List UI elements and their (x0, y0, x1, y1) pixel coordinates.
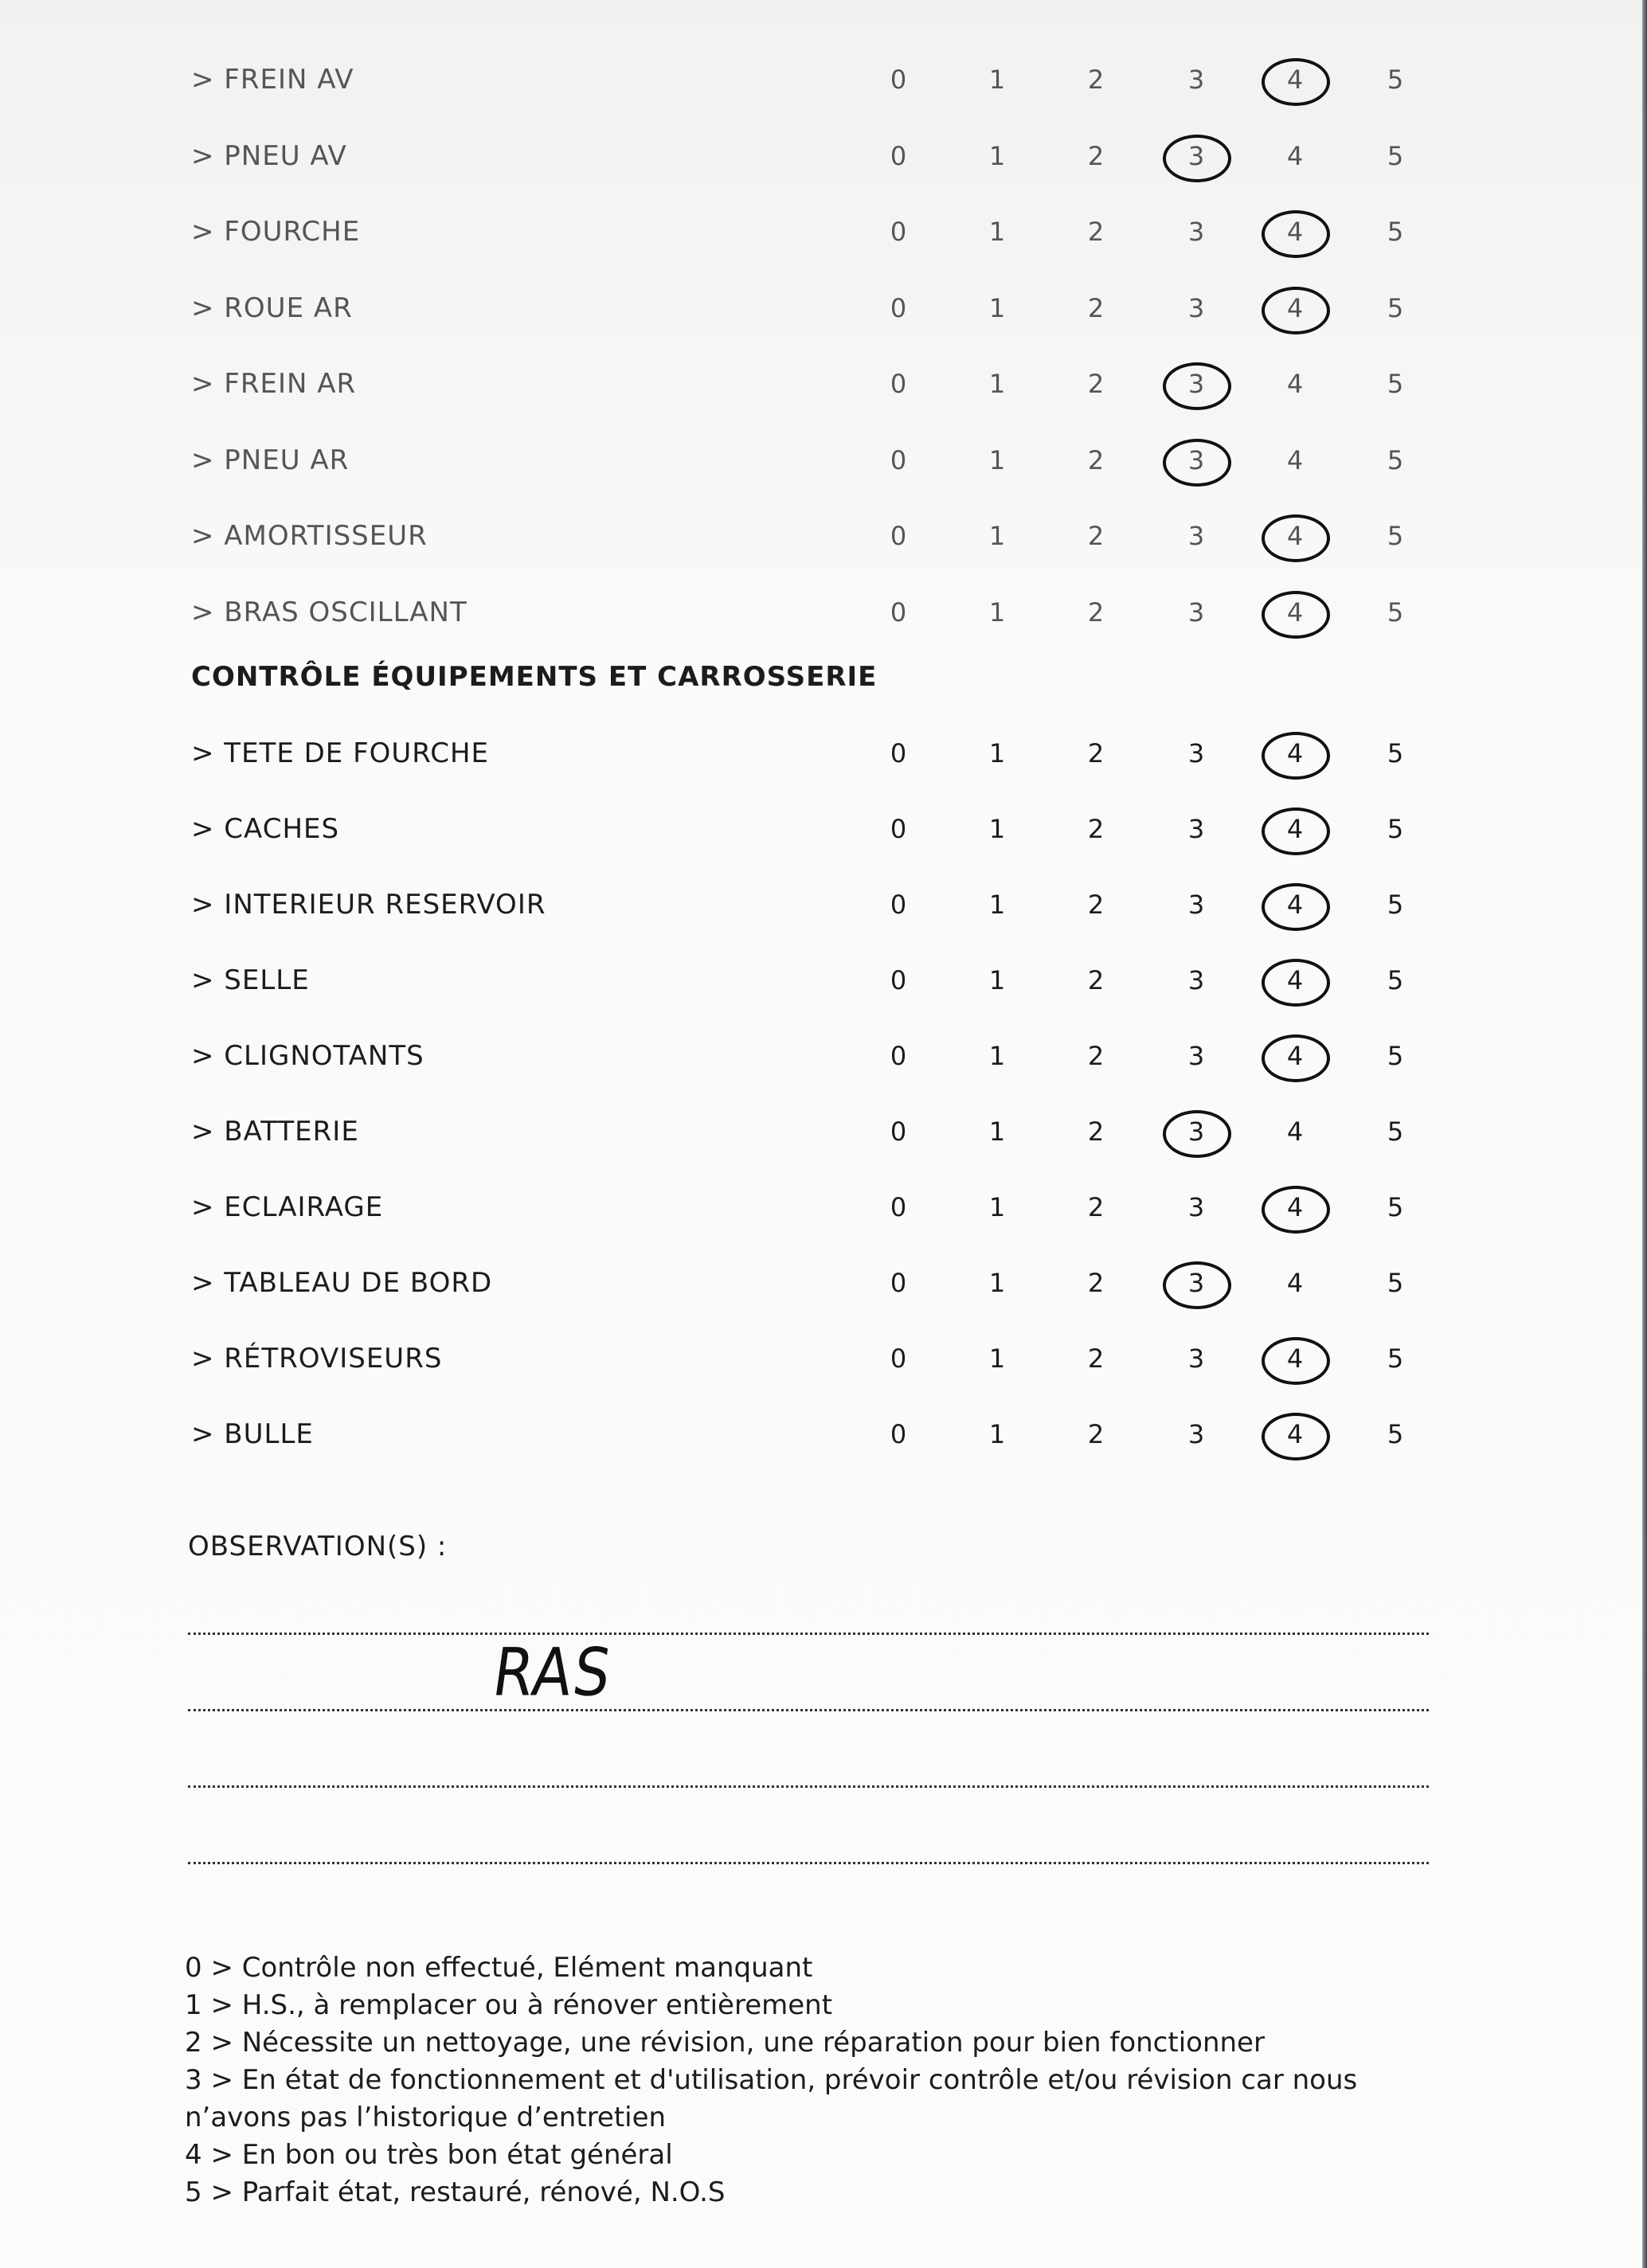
rating-score-circled[interactable]: 4 (1271, 805, 1319, 853)
observation-line (188, 1709, 1429, 1711)
rating-score[interactable]: 0 (890, 1419, 907, 1449)
rating-score[interactable]: 1 (988, 217, 1006, 247)
rating-score[interactable]: 5 (1387, 444, 1404, 475)
checklist-row (0, 512, 1647, 560)
rating-score[interactable]: 1 (988, 521, 1006, 551)
rating-score[interactable]: 5 (1387, 738, 1404, 768)
checklist-item-label: > ROUE AR (191, 291, 353, 324)
rating-score[interactable]: 3 (1187, 1041, 1205, 1071)
rating-score[interactable]: 0 (890, 1343, 907, 1374)
rating-score[interactable]: 5 (1387, 814, 1404, 844)
checklist-row (0, 1335, 1647, 1382)
rating-score[interactable]: 0 (890, 521, 907, 551)
rating-score[interactable]: 5 (1387, 1268, 1404, 1298)
rating-score[interactable]: 2 (1087, 890, 1105, 920)
rating-score[interactable]: 5 (1387, 521, 1404, 551)
observation-line (188, 1785, 1429, 1788)
rating-score[interactable]: 0 (890, 1041, 907, 1071)
checklist-row (0, 1108, 1647, 1156)
rating-score[interactable]: 2 (1087, 65, 1105, 95)
checklist-item-label: > FREIN AR (191, 368, 357, 400)
checklist-item-label: > BATTERIE (191, 1116, 359, 1148)
rating-score[interactable]: 2 (1087, 292, 1105, 323)
rating-score[interactable]: 5 (1387, 140, 1404, 171)
rating-score[interactable]: 2 (1087, 1041, 1105, 1071)
rating-score-circled[interactable]: 4 (1271, 208, 1319, 256)
rating-score[interactable]: 2 (1087, 444, 1105, 475)
rating-score[interactable]: 1 (988, 965, 1006, 995)
rating-score[interactable]: 0 (890, 140, 907, 171)
rating-score[interactable]: 1 (988, 369, 1006, 399)
checklist-item-label: > CACHES (191, 813, 340, 845)
rating-score[interactable]: 3 (1187, 1343, 1205, 1374)
rating-score[interactable]: 2 (1087, 140, 1105, 171)
rating-score[interactable]: 2 (1087, 596, 1105, 628)
checklist-item-label: > AMORTISSEUR (191, 520, 428, 552)
rating-score[interactable]: 5 (1387, 1419, 1404, 1449)
rating-score[interactable]: 1 (988, 65, 1006, 95)
rating-score[interactable]: 3 (1187, 521, 1205, 551)
rating-score[interactable]: 1 (988, 1192, 1006, 1222)
checklist-item-label: > FREIN AV (191, 64, 354, 96)
section-heading-equipment: CONTRÔLE ÉQUIPEMENTS ET CARROSSERIE (191, 661, 878, 693)
rating-score-circled[interactable]: 4 (1271, 956, 1319, 1004)
rating-score[interactable]: 0 (890, 65, 907, 95)
rating-score[interactable]: 4 (1286, 1116, 1304, 1147)
rating-score[interactable]: 1 (988, 1116, 1006, 1147)
checklist-item-label: > FOURCHE (191, 216, 361, 248)
rating-score-circled[interactable]: 4 (1271, 1335, 1319, 1382)
observation-line (188, 1862, 1429, 1864)
rating-score-circled[interactable]: 4 (1271, 881, 1319, 929)
rating-score[interactable]: 0 (890, 814, 907, 844)
rating-score[interactable]: 1 (988, 814, 1006, 844)
legend-line: 4 > En bon ou très bon état général (185, 2139, 673, 2171)
rating-score[interactable]: 3 (1187, 292, 1205, 323)
rating-score[interactable]: 3 (1187, 814, 1205, 844)
rating-score[interactable]: 4 (1286, 444, 1304, 475)
rating-score[interactable]: 5 (1387, 1343, 1404, 1374)
rating-score[interactable]: 0 (890, 1192, 907, 1222)
rating-score-circled[interactable]: 3 (1172, 360, 1220, 408)
rating-score[interactable]: 2 (1087, 814, 1105, 844)
rating-score-circled[interactable]: 4 (1271, 589, 1319, 636)
rating-score[interactable]: 3 (1187, 965, 1205, 995)
checklist-row (0, 1410, 1647, 1458)
rating-score[interactable]: 2 (1087, 217, 1105, 247)
checklist-row (0, 284, 1647, 332)
observation-line (188, 1633, 1429, 1635)
rating-score[interactable]: 1 (988, 1268, 1006, 1298)
rating-score[interactable]: 3 (1187, 1192, 1205, 1222)
rating-score[interactable]: 2 (1087, 1343, 1105, 1374)
checklist-row (0, 589, 1647, 636)
checklist-item-label: > BRAS OSCILLANT (191, 596, 467, 628)
checklist-item-label: > INTERIEUR RESERVOIR (191, 889, 546, 921)
rating-score[interactable]: 5 (1387, 292, 1404, 323)
rating-score[interactable]: 0 (890, 965, 907, 995)
checklist-row (0, 436, 1647, 484)
checklist-row (0, 881, 1647, 929)
rating-score[interactable]: 5 (1387, 65, 1404, 95)
checklist-row (0, 805, 1647, 853)
checklist-item-label: > RÉTROVISEURS (191, 1343, 443, 1374)
legend-line: 0 > Contrôle non effectué, Elément manquant (185, 1952, 813, 1984)
rating-score[interactable]: 5 (1387, 1041, 1404, 1071)
rating-score-circled[interactable]: 4 (1271, 1032, 1319, 1080)
checklist-item-label: > SELLE (191, 964, 310, 996)
rating-score[interactable]: 5 (1387, 217, 1404, 247)
rating-score-circled[interactable]: 3 (1172, 436, 1220, 484)
checklist-item-label: > BULLE (191, 1418, 314, 1450)
rating-score[interactable]: 2 (1087, 738, 1105, 768)
rating-score-circled[interactable]: 4 (1271, 512, 1319, 560)
rating-score[interactable]: 3 (1187, 596, 1205, 628)
rating-score[interactable]: 5 (1387, 890, 1404, 920)
rating-score[interactable]: 2 (1087, 1116, 1105, 1147)
legend-line: 3 > En état de fonctionnement et d'utilisation, prévoir contrôle et/ou révision car nous (185, 2064, 1358, 2096)
rating-score[interactable]: 5 (1387, 369, 1404, 399)
checklist-row (0, 360, 1647, 408)
rating-score-circled[interactable]: 4 (1271, 284, 1319, 332)
checklist-row (0, 729, 1647, 777)
rating-score[interactable]: 3 (1187, 890, 1205, 920)
checklist-row (0, 56, 1647, 104)
rating-score[interactable]: 0 (890, 369, 907, 399)
legend-line: n’avons pas l’historique d’entretien (185, 2102, 667, 2133)
rating-score-circled[interactable]: 3 (1172, 1108, 1220, 1156)
rating-score[interactable]: 3 (1187, 65, 1205, 95)
checklist-row (0, 1183, 1647, 1231)
checklist-row (0, 1259, 1647, 1307)
rating-score[interactable]: 2 (1087, 1419, 1105, 1449)
rating-score[interactable]: 2 (1087, 1268, 1105, 1298)
rating-score[interactable]: 5 (1387, 596, 1404, 628)
rating-score[interactable]: 5 (1387, 1192, 1404, 1222)
rating-score[interactable]: 0 (890, 217, 907, 247)
rating-score[interactable]: 2 (1087, 521, 1105, 551)
legend-line: 1 > H.S., à remplacer ou à rénover entièrement (185, 1989, 833, 2021)
checklist-item-label: > CLIGNOTANTS (191, 1040, 424, 1072)
rating-score[interactable]: 3 (1187, 217, 1205, 247)
rating-score-circled[interactable]: 4 (1271, 1183, 1319, 1231)
rating-score[interactable]: 2 (1087, 369, 1105, 399)
checklist-item-label: > PNEU AV (191, 139, 347, 172)
checklist-row (0, 208, 1647, 256)
rating-score[interactable]: 1 (988, 890, 1006, 920)
rating-score[interactable]: 1 (988, 1343, 1006, 1374)
rating-score[interactable]: 0 (890, 890, 907, 920)
rating-score[interactable]: 1 (988, 140, 1006, 171)
rating-score[interactable]: 0 (890, 1116, 907, 1147)
rating-score-circled[interactable]: 4 (1271, 56, 1319, 104)
rating-score[interactable]: 0 (890, 444, 907, 475)
rating-score[interactable]: 4 (1286, 1268, 1304, 1298)
rating-score[interactable]: 3 (1187, 1419, 1205, 1449)
rating-score[interactable]: 1 (988, 738, 1006, 768)
rating-score[interactable]: 5 (1387, 1116, 1404, 1147)
checklist-row (0, 1032, 1647, 1080)
sheet-edge-shadow (1642, 0, 1647, 2268)
rating-score[interactable]: 1 (988, 1419, 1006, 1449)
checklist-row (0, 132, 1647, 180)
rating-legend (185, 1949, 1459, 2211)
rating-score-circled[interactable]: 3 (1172, 132, 1220, 180)
rating-score[interactable]: 0 (890, 738, 907, 768)
observations-label: OBSERVATION(S) : (188, 1531, 448, 1562)
handwritten-observation: RAS (488, 1633, 617, 1711)
rating-score[interactable]: 1 (988, 444, 1006, 475)
legend-line: 2 > Nécessite un nettoyage, une révision, une réparation pour bien fonctionner (185, 2027, 1265, 2059)
checklist-row (0, 956, 1647, 1004)
rating-score-circled[interactable]: 4 (1271, 729, 1319, 777)
rating-score-circled[interactable]: 3 (1172, 1259, 1220, 1307)
legend-line: 5 > Parfait état, restauré, rénové, N.O.S (185, 2176, 726, 2208)
rating-score-circled[interactable]: 4 (1271, 1410, 1319, 1458)
rating-score[interactable]: 1 (988, 596, 1006, 628)
checklist-item-label: > TABLEAU DE BORD (191, 1267, 493, 1299)
checklist-item-label: > PNEU AR (191, 444, 350, 476)
rating-score[interactable]: 0 (890, 1268, 907, 1298)
rating-score[interactable]: 2 (1087, 1192, 1105, 1222)
checklist-item-label: > TETE DE FOURCHE (191, 737, 489, 769)
rating-score[interactable]: 1 (988, 292, 1006, 323)
rating-score[interactable]: 3 (1187, 738, 1205, 768)
rating-score[interactable]: 4 (1286, 369, 1304, 399)
rating-score[interactable]: 2 (1087, 965, 1105, 995)
rating-score[interactable]: 0 (890, 292, 907, 323)
rating-score[interactable]: 5 (1387, 965, 1404, 995)
rating-score[interactable]: 0 (890, 596, 907, 628)
checklist-item-label: > ECLAIRAGE (191, 1191, 384, 1223)
rating-score[interactable]: 1 (988, 1041, 1006, 1071)
rating-score[interactable]: 4 (1286, 140, 1304, 171)
